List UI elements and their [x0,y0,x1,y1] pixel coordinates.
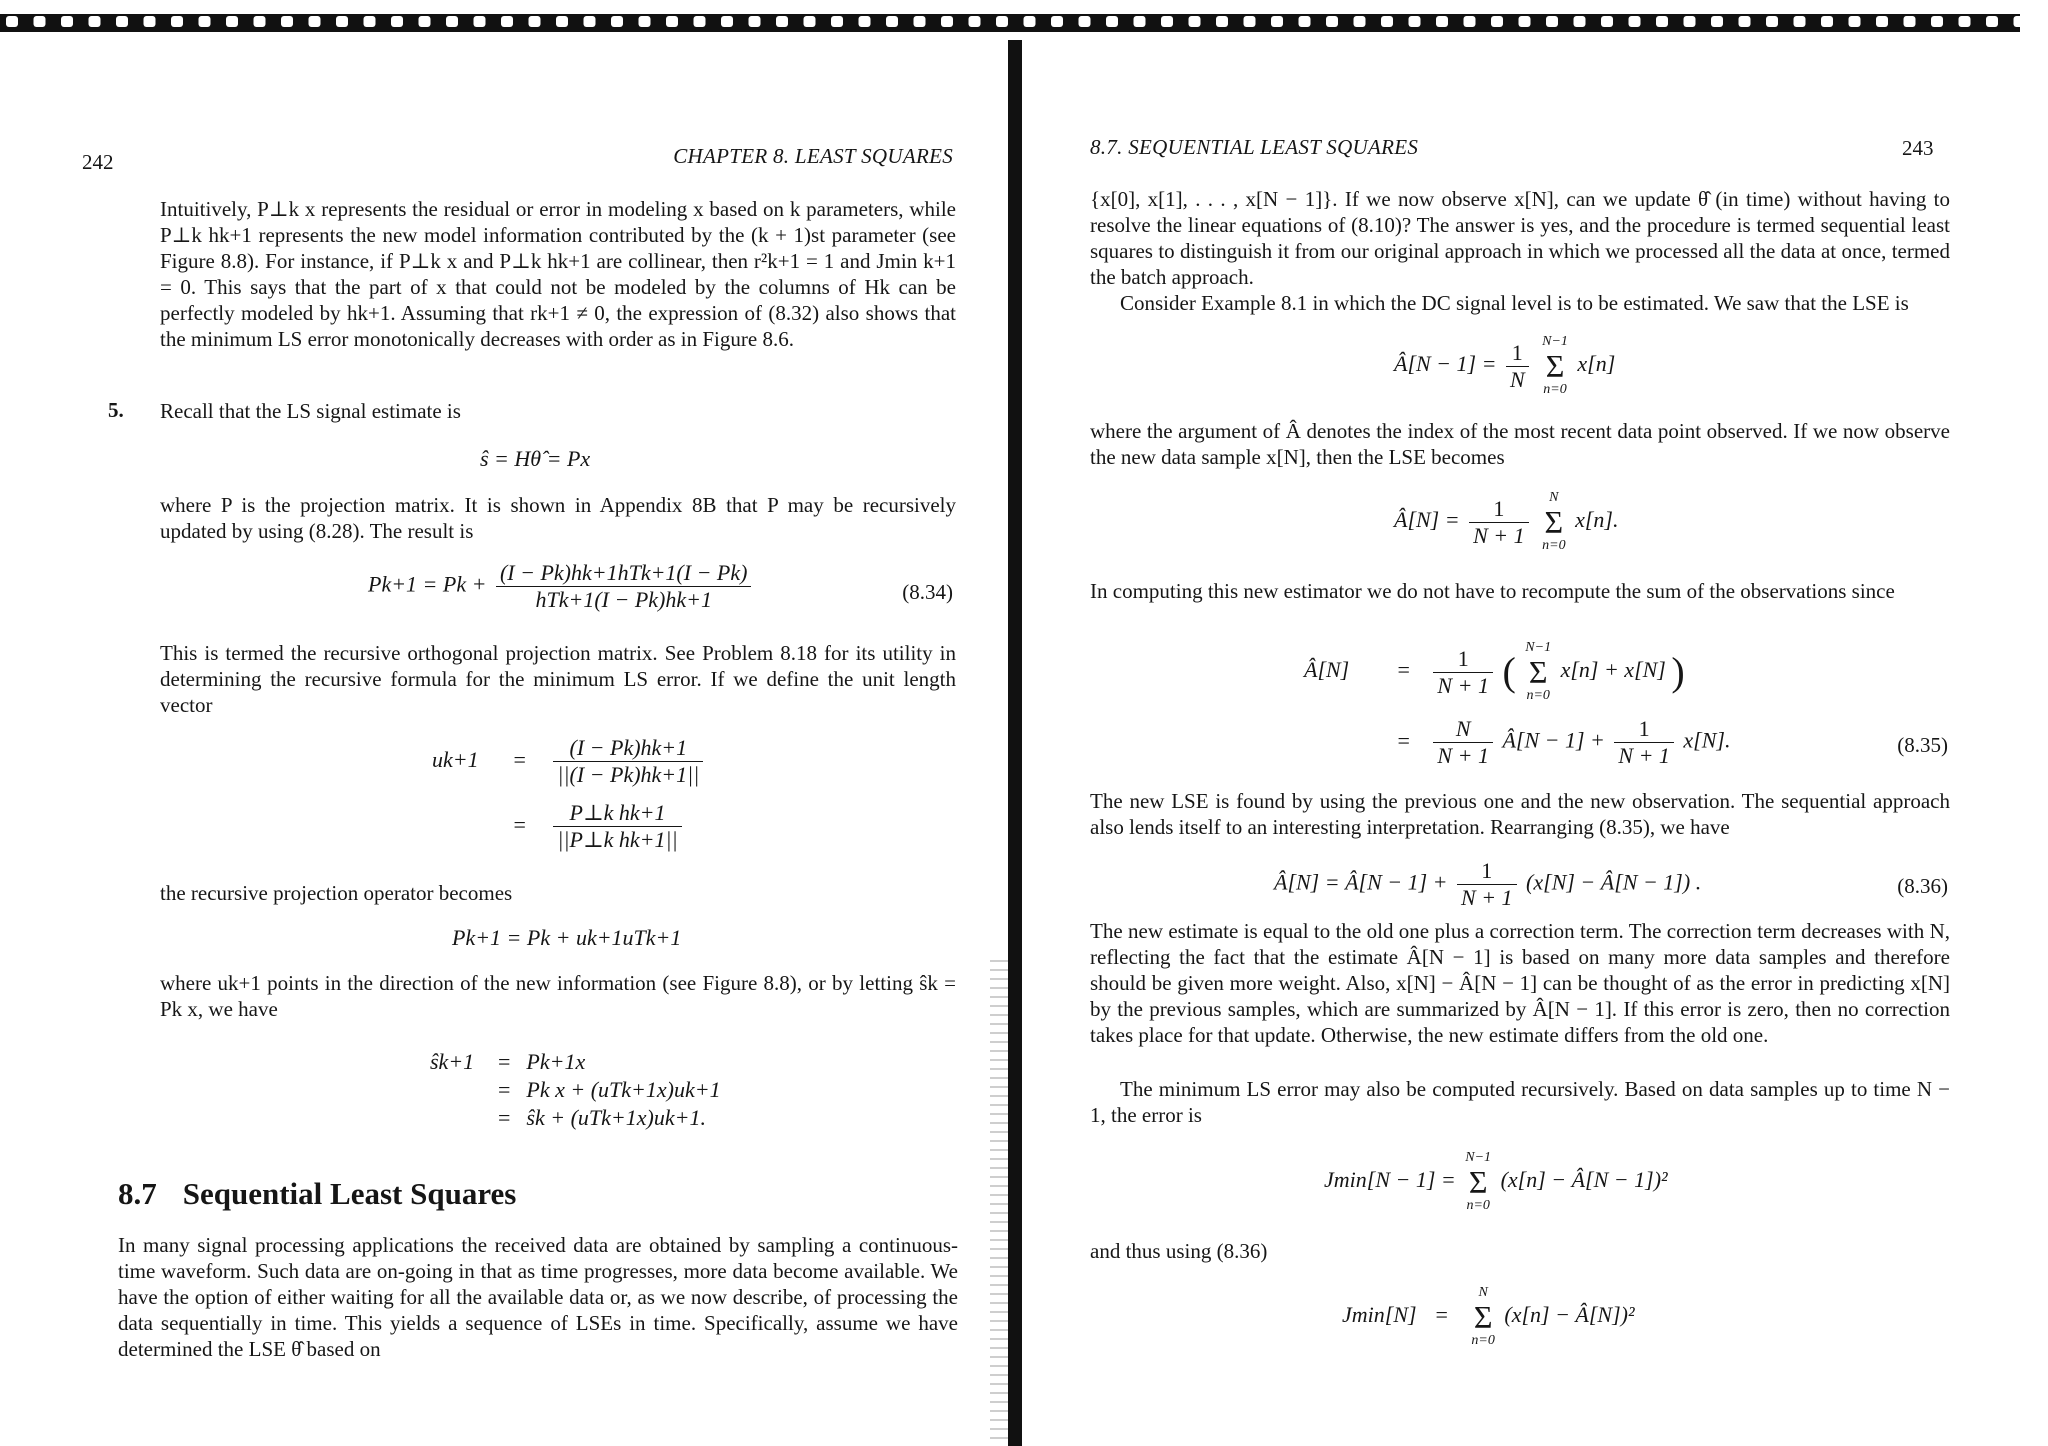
sum-upper-limit: N−1 [1542,334,1568,349]
summation: N Σ n=0 [1471,1285,1495,1348]
fraction [1433,646,1493,699]
equation-term: x[n] + x[N] [1560,657,1666,683]
equation-unit-vector-alt: = $\frac{\text{P⊥k hk+1}}{\text{||P⊥k hk+1||}}$ [432,800,686,853]
right-page [1024,0,2048,1446]
denominator: N + 1 [1473,522,1525,548]
paragraph: where uk+1 points in the direction of the new information (see Figure 8.8), or by letting ŝk = Pk x, we have [160,971,956,1021]
equation-dc-lse [1394,334,1615,398]
sum-lower-limit: n=0 [1466,1198,1490,1213]
paragraph: The new LSE is found by using the previous one and the new observation. The sequential approach also lends itself to an interesting interpretation. Rearranging (8.35), we have [1090,789,1950,839]
left-page [0,0,1005,1446]
sum-upper-limit: N−1 [1525,640,1552,655]
paragraph: In computing this new estimator we do not have to recompute the sum of the observations since [1090,579,1895,603]
fraction [1457,858,1517,911]
equation-lhs: ŝk+1 [430,1049,475,1074]
denominator: ||P⊥k hk+1|| [557,827,678,852]
equation-signal-estimate: ŝ = Hθ̂ = Px [480,446,591,471]
summation: N−1 Σ n=0 [1542,334,1568,397]
equation-signal-update: ŝk+1 = Pk+1x = Pk x + (uTk+1x)uk+1 = ŝk + (uTk+1x)uk+1. [430,1049,721,1130]
denominator: N + 1 [1618,743,1670,768]
numerator: 1 [1457,858,1517,885]
equation-number: (8.34) [902,580,953,604]
denominator: N + 1 [1461,885,1513,910]
equation-8-34 [368,560,755,613]
fraction [1614,716,1674,769]
equation-row: Pk x + (uTk+1x)uk+1 [526,1077,721,1102]
sum-lower-limit: n=0 [1542,538,1566,553]
equation-row: Pk+1x [526,1049,586,1074]
fraction [1506,340,1529,393]
equation-lhs: Jmin[N] [1342,1302,1417,1328]
equation-number: (8.35) [1897,733,1948,757]
numerator: N [1433,716,1493,743]
equation-term: (x[n] − Â[N − 1])² [1500,1167,1668,1193]
denominator: N + 1 [1437,743,1489,768]
paragraph: The new estimate is equal to the old one plus a correction term. The correction term decreases with N, reflecting the fact that the estimate Â[N − 1] is based on many more data samples and therefore should be given more weight. Also, x[N] − Â[N − 1] can be thought of as the error in predicting x[N] by the previous samples, which are summarized by Â[N − 1]. If this error is zero, then no correction takes place for that update. Otherwise, the new estimate differs from the old one. [1090,919,1950,1047]
paragraph: where the argument of Â denotes the index of the most recent data point observed. If we now observe the new data sample x[N], then the LSE becomes [1090,419,1950,469]
equation-lhs: Jmin[N − 1] = [1324,1167,1456,1193]
paragraph: Consider Example 8.1 in which the DC signal level is to be estimated. We saw that the LSE is [1120,291,1909,315]
sum-upper-limit: N [1478,1285,1488,1300]
list-item-number: 5. [108,398,124,422]
equation-8-35: Â[N] = $\frac{1}{N + 1}$ ( N−1 Σ n=0 x[n] + x[N] ) = $\frac{N}{N + 1}$ Â[N − 1] + $\frac{1}{N + 1}$ x[N]. [1304,640,1731,768]
section-heading [118,1176,542,1212]
equation-jmin-new: Jmin[N] = N Σ n=0 (x[n] − Â[N])² [1342,1285,1635,1348]
paragraph: and thus using (8.36) [1090,1239,1268,1263]
equation-term: (x[N] − Â[N − 1]) . [1526,869,1702,895]
equation-unit-vector: uk+1 = $\frac{(I - Pk)hk+1}{||(I - Pk)hk+1||}$ [432,735,707,788]
equation-term: Â[N − 1] + [1502,727,1605,753]
fraction [553,800,681,853]
page-gutter [1008,40,1022,1446]
numerator: (I − Pk)hk+1hTk+1(I − Pk) [496,560,752,587]
equation-term: x[n]. [1575,507,1619,533]
summation: N−1 Σ n=0 [1465,1150,1492,1213]
denominator: ||(I − Pk)hk+1|| [557,762,700,787]
equation-lhs: Â[N] = Â[N − 1] + [1274,869,1448,895]
equation-term: (x[n] − Â[N])² [1504,1302,1635,1328]
fraction [1433,716,1493,769]
numerator: P⊥k hk+1 [553,800,681,827]
paragraph: In many signal processing applications the received data are obtained by sampling a continuous-time waveform. Such data are on-going in that as time progresses, more data become available. We have the option of either waiting for all the available data or, as we now describe, of processing the data sequentially in time. This yields a sequence of LSEs in time. Specifically, assume we have determined the LSE θ̂ based on [118,1233,958,1361]
equation-8-36 [1274,858,1701,911]
equation-dc-lse-new [1394,490,1618,554]
equation-jmin-prev [1324,1150,1668,1214]
equation-lhs: Â[N − 1] = [1394,351,1497,377]
equation-projection-update: Pk+1 = Pk + uk+1uTk+1 [452,925,682,950]
running-head: CHAPTER 8. LEAST SQUARES [673,144,953,168]
denominator: N + 1 [1437,672,1489,698]
equation-row: ŝk + (uTk+1x)uk+1. [526,1105,706,1130]
sum-lower-limit: n=0 [1543,382,1567,397]
sum-lower-limit: n=0 [1471,1333,1495,1348]
fraction [496,560,752,613]
paragraph: Recall that the LS signal estimate is [160,399,461,423]
section-number: 8.7 [118,1176,157,1211]
paragraph: This is termed the recursive orthogonal projection matrix. See Problem 8.18 for its utility in determining the recursive formula for the minimum LS error. If we define the unit length vector [160,641,956,717]
numerator: 1 [1433,646,1493,673]
sum-upper-limit: N−1 [1465,1150,1492,1165]
numerator: 1 [1469,496,1529,523]
equation-lhs: uk+1 [432,746,479,772]
sum-lower-limit: n=0 [1526,688,1550,703]
equation-lhs: Pk+1 = Pk + [368,571,487,597]
denominator: hTk+1(I − Pk)hk+1 [535,587,712,612]
equation-lhs: Â[N] [1304,657,1350,683]
sum-upper-limit: N [1549,490,1559,505]
numerator: 1 [1506,340,1529,367]
paragraph: the recursive projection operator becomes [160,881,513,905]
paragraph: {x[0], x[1], . . . , x[N − 1]}. If we now observe x[N], can we update θ̂ (in time) without having to resolve the linear equations of (8.10)? The answer is yes, and the procedure is termed sequential least squares to distinguish it from our original approach in which we processed all the data at once, termed the batch approach. [1090,187,1950,289]
section-title: Sequential Least Squares [182,1176,517,1211]
page-number: 242 [82,150,114,174]
page-number: 243 [1902,136,1934,160]
summation: N−1 Σ n=0 [1525,640,1552,703]
running-head: 8.7. SEQUENTIAL LEAST SQUARES [1090,135,1419,159]
numerator: (I − Pk)hk+1 [553,735,703,762]
paragraph: The minimum LS error may also be computed recursively. Based on data samples up to time N − 1, the error is [1090,1077,1950,1127]
fraction [553,735,703,788]
equation-term: x[n] [1577,351,1616,377]
paragraph: Intuitively, P⊥k x represents the residual or error in modeling x based on k parameters, while P⊥k hk+1 represents the new model information contributed by the (k + 1)st parameter (see Figure 8.8). For instance, if P⊥k x and P⊥k hk+1 are collinear, then r²k+1 = 1 and Jmin k+1 = 0. This says that the part of x that could not be modeled by the columns of Hk can be perfectly modeled by hk+1. Assuming that rk+1 ≠ 0, the expression of (8.32) also shows that the minimum LS error monotonically decreases with order as in Figure 8.6. [160,197,956,351]
equation-lhs: Â[N] = [1394,507,1460,533]
denominator: N [1509,366,1525,392]
fraction [1469,496,1529,549]
paragraph: where P is the projection matrix. It is shown in Appendix 8B that P may be recursively updated by using (8.28). The result is [160,493,956,543]
numerator: 1 [1614,716,1674,743]
equation-number: (8.36) [1897,874,1948,898]
summation: N Σ n=0 [1542,490,1566,553]
equation-term: x[N]. [1683,727,1731,753]
